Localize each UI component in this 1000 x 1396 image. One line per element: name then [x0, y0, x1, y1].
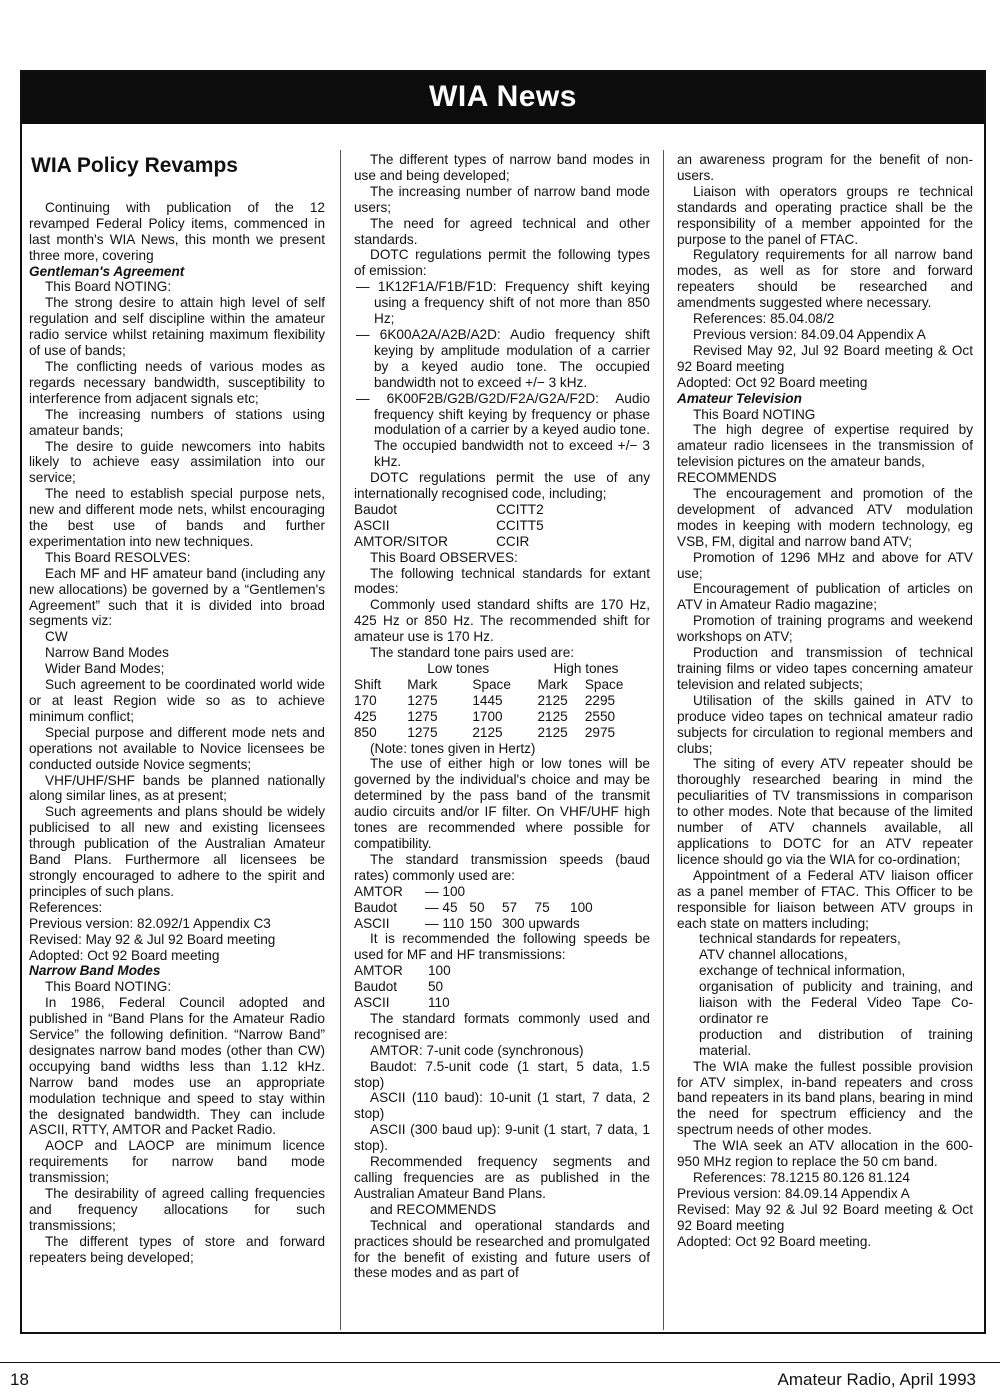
paragraph: Recommended frequency segments and calling frequencies are as published in the Australian Amateur Band Plans.	[354, 1154, 650, 1201]
section-title: WIA News	[429, 80, 577, 113]
paragraph: The need to establish special purpose nets, new and different mode nets, whilst encouraging the best use of bands and further experimentation into new techniques.	[29, 486, 325, 549]
paragraph: Each MF and HF amateur band (including any new allocations) be governed by a “Gentlemen's Agreement” such that it is divided into broad segments viz:	[29, 565, 325, 629]
table-cell: ASCII	[354, 517, 390, 533]
table-cell: 2125	[537, 724, 568, 740]
references: References:	[29, 899, 103, 915]
mf-speeds-table	[354, 963, 650, 1011]
table-cell: AMTOR	[354, 883, 403, 899]
table-cell: 1700	[472, 708, 503, 724]
table-cell: 100	[428, 963, 451, 979]
table-cell: High tones	[553, 661, 619, 676]
table-cell: Baudot	[354, 501, 398, 517]
paragraph: Appointment of a Federal ATV liaison officer as a panel member of FTAC. This Officer to be responsible for liaison between ATV groups in each state on matters including;	[677, 867, 973, 931]
emission-item: — 6K00F2B/G2B/G2D/F2A/G2A/F2D: Audio frequency shift keying by frequency or phase modulation of a carrier by a keyed audio tone. The occupied bandwidth not to exceed +/− 3 kHz.	[356, 390, 650, 470]
table-cell: 50	[469, 899, 485, 915]
table-cell: — 100	[425, 883, 466, 899]
paragraph: The increasing numbers of stations using amateur bands;	[29, 406, 325, 438]
table-cell: 300 upwards	[501, 915, 580, 931]
table-cell: ASCII	[354, 995, 390, 1011]
list-item: Narrow Band Modes	[45, 645, 169, 661]
paragraph: The use of either high or low tones will be governed by the individual's choice and may be determined by the pass band of the transmit audio circuits and/or IF filter. On VHF/UHF high tones are recommended where possible for compatibility.	[354, 756, 650, 851]
table-note: (Note: tones given in Hertz)	[370, 740, 536, 756]
column-3	[677, 152, 973, 1332]
paragraph: Encouragement of publication of articles on ATV in Amateur Radio magazine;	[677, 581, 973, 613]
table-cell: Baudot	[354, 979, 398, 995]
table-cell: 57	[501, 899, 518, 915]
paragraph: Such agreements and plans should be widely publicised to all new and existing licensees through publication of the Australian Amateur Band Plans. Furthermore all licensees be strongly encouraged to adhere to the spirit and principles of such plans.	[29, 804, 325, 899]
table-cell	[535, 884, 571, 900]
table-row	[354, 916, 650, 932]
table-cell: 2125	[472, 724, 503, 740]
list-item: ATV channel allocations,	[699, 947, 848, 963]
previous-version: Previous version: 84.09.14 Appendix A	[677, 1185, 910, 1201]
paragraph: The different types of narrow band modes in use and being developed;	[354, 152, 650, 183]
paragraph: The increasing number of narrow band mode users;	[354, 183, 650, 215]
column-1	[29, 152, 325, 1332]
list-item: technical standards for repeaters,	[699, 931, 901, 947]
table-cell: AMTOR/SITOR	[354, 533, 448, 549]
paragraph: Baudot: 7.5-unit code (1 start, 5 data, 1.5 stop)	[354, 1058, 650, 1090]
table-cell: — 110	[425, 915, 465, 931]
paragraph: Promotion of training programs and weekend workshops on ATV;	[677, 613, 973, 645]
list-item: exchange of technical information,	[699, 963, 906, 979]
paragraph: DOTC regulations permit the use of any internationally recognised code, including;	[354, 470, 650, 502]
table-cell: 2125	[537, 692, 568, 708]
table-row	[354, 900, 650, 916]
table-row	[354, 534, 650, 550]
list-item: Wider Band Modes;	[45, 661, 165, 677]
previous-version: Previous version: 84.09.04 Appendix A	[693, 326, 926, 342]
paragraph: This Board NOTING	[693, 406, 816, 422]
adopted: Adopted: Oct 92 Board meeting	[677, 374, 868, 390]
paragraph: Continuing with publication of the 12 revamped Federal Policy items, commenced in last month's WIA News, this month we present three more, covering	[29, 199, 325, 263]
footer-rule	[0, 1362, 1000, 1363]
adopted: Adopted: Oct 92 Board meeting.	[677, 1233, 872, 1249]
paragraph: This Board NOTING:	[45, 979, 172, 995]
table-cell: 110	[428, 995, 450, 1011]
list-item: organisation of publicity and training, and liaison with the Federal Video Tape Co-ordinator re	[699, 979, 973, 1026]
table-header-cell: Mark	[537, 676, 568, 692]
table-row	[354, 693, 650, 709]
table-row	[354, 963, 650, 979]
list-item: CW	[45, 629, 68, 645]
table-cell: 150	[469, 915, 493, 931]
paragraph: In 1986, Federal Council adopted and published in “Band Plans for the Amateur Radio Service” the following definition. “Narrow Band” designates narrow band modes (other than CW) occupying band widths less than 1.12 kHz. Narrow band modes use an appropriate modulation technique and speed to stay within the designated bandwidth. They can include ASCII, RTTY, AMTOR and Packet Radio.	[29, 995, 325, 1138]
table-cell: Baudot	[354, 899, 398, 915]
table-header-cell: Shift	[354, 676, 382, 692]
previous-version: Previous version: 82.092/1 Appendix C3	[29, 915, 271, 931]
table-cell: — 45	[425, 899, 458, 915]
paragraph: AMTOR: 7-unit code (synchronous)	[370, 1042, 584, 1058]
subheading: Gentleman's Agreement	[29, 263, 185, 279]
paragraph: The WIA make the fullest possible provision for ATV simplex, in-band repeaters and cross band repeaters in its band plans, bearing in mind the need for spectrum efficiency and the spectrum needs of other modes.	[677, 1058, 973, 1138]
paragraph: The desirability of agreed calling frequencies and frequency allocations for such transmissions;	[29, 1186, 325, 1233]
paragraph: ASCII (110 baud): 10-unit (1 start, 7 data, 2 stop)	[354, 1090, 650, 1122]
references: References: 85.04.08/2	[693, 311, 835, 327]
column-divider	[663, 150, 664, 1330]
paragraph: Promotion of 1296 MHz and above for ATV use;	[677, 549, 973, 581]
paragraph: This Board RESOLVES:	[45, 549, 191, 565]
column-divider	[340, 150, 341, 1330]
paragraph: The need for agreed technical and other standards.	[354, 215, 650, 247]
table-cell: 2975	[584, 724, 616, 740]
paragraph: The strong desire to attain high level of self regulation and self discipline within the amateur radio service whilst retaining maximum flexibility of use of bands;	[29, 295, 325, 359]
table-cell: 2125	[537, 708, 568, 724]
paragraph: DOTC regulations permit the following types of emission:	[354, 247, 650, 279]
adopted: Adopted: Oct 92 Board meeting	[29, 947, 220, 963]
paragraph: The conflicting needs of various modes as regards necessary bandwidth, susceptibility to interference from adjacent signals etc;	[29, 358, 325, 406]
paragraph: RECOMMENDS	[677, 470, 777, 486]
paragraph: Special purpose and different mode nets and operations not available to Novice licensees be conducted outside Novice segments;	[29, 724, 325, 772]
table-cell: CCIR	[496, 533, 530, 549]
table-cell: CCITT5	[496, 517, 544, 533]
paragraph: The desire to guide newcomers into habits likely to achieve easy assimilation into our service;	[29, 438, 325, 486]
paragraph: The standard formats commonly used and recognised are:	[354, 1010, 650, 1042]
emission-item: — 1K12F1A/F1B/F1D: Frequency shift keying using a frequency shift of not more than 850 Hz;	[356, 279, 650, 327]
column-2	[354, 152, 650, 1332]
table-header-cell: Mark	[407, 676, 438, 692]
table-cell: 1445	[472, 692, 503, 708]
table-cell: 2295	[584, 692, 616, 708]
table-cell	[502, 884, 535, 900]
table-cell: 50	[428, 979, 444, 995]
table-header	[354, 677, 650, 693]
paragraph: The siting of every ATV repeater should be thoroughly researched bearing in mind the peculiarities of TV transmissions in comparison to other modes. Note that because of the limited number of ATV channels available, all applications to DOTC for an ATV repeater licence should go via the WIA for co-ordination;	[677, 756, 973, 867]
paragraph: and RECOMMENDS	[370, 1201, 497, 1217]
table-cell	[469, 884, 502, 900]
table-header-cell: Space	[584, 676, 624, 692]
paragraph: Commonly used standard shifts are 170 Hz, 425 Hz or 850 Hz. The recommended shift for amateur use is 170 Hz.	[354, 597, 650, 645]
table-cell: AMTOR	[354, 963, 403, 979]
paragraph: Utilisation of the skills gained in ATV to produce video tapes on technical amateur radio subjects for circulation to regional members and clubs;	[677, 692, 973, 756]
revised: Revised May 92, Jul 92 Board meeting & Oct 92 Board meeting	[677, 342, 973, 374]
table-row	[354, 979, 650, 995]
paragraph: The standard transmission speeds (baud rates) commonly used are:	[354, 851, 650, 883]
subheading: Narrow Band Modes	[29, 963, 161, 979]
table-header-cell: Space	[472, 676, 511, 692]
page-number: 18	[10, 1370, 29, 1389]
revised: Revised: May 92 & Jul 92 Board meeting	[29, 931, 276, 947]
table-cell: 850	[354, 724, 377, 740]
table-cell: 1275	[407, 692, 438, 708]
paragraph: ASCII (300 baud up): 9-unit (1 start, 7 data, 1 stop).	[354, 1122, 650, 1154]
paragraph: Technical and operational standards and practices should be researched and promulgated for the benefit of existing and future users of these modes and as part of	[354, 1217, 650, 1281]
table-cell: CCITT2	[496, 501, 544, 517]
table-row	[354, 995, 650, 1011]
table-cell: 1275	[407, 708, 438, 724]
table-cell: Low tones	[427, 661, 490, 676]
paragraph: The encouragement and promotion of the development of advanced ATV modulation modes in keeping with modern technology, eg VSB, FM, digital and narrow band ATV;	[677, 486, 973, 549]
paragraph: Production and transmission of technical training films or video tapes concerning amateur television and related subjects;	[677, 645, 973, 692]
emission-item: — 6K00A2A/A2B/A2D: Audio frequency shift keying by amplitude modulation of a carrier by a keyed audio tone. The occupied bandwidth not to exceed +/− 3 kHz.	[356, 326, 650, 390]
table-row	[354, 884, 650, 900]
paragraph: This Board NOTING:	[45, 279, 172, 295]
paragraph: This Board OBSERVES:	[370, 549, 518, 565]
speeds-table	[354, 884, 650, 932]
list-item: production and distribution of training material.	[699, 1026, 973, 1058]
table-cell: 170	[354, 692, 377, 708]
subheading: Amateur Television	[677, 390, 802, 406]
table-cell: 100	[570, 899, 593, 915]
references: References: 78.1215 80.126 81.124	[693, 1170, 910, 1185]
table-row	[354, 725, 650, 741]
paragraph: Such agreement to be coordinated world wide or at least Region wide so as to achieve minimum conflict;	[29, 677, 325, 724]
section-banner	[22, 72, 984, 124]
tone-table	[354, 661, 650, 741]
table-cell: 2550	[584, 708, 616, 724]
table-cell	[570, 884, 650, 900]
paragraph: Regulatory requirements for all narrow band modes, as well as for store and forward repeaters should be researched and amendments suggested where necessary.	[677, 247, 973, 311]
table-row	[354, 709, 650, 725]
table-cell: 1275	[407, 724, 438, 740]
paragraph: an awareness program for the benefit of non-users.	[677, 152, 973, 183]
revised: Revised: May 92 & Jul 92 Board meeting & Oct 92 Board meeting	[677, 1201, 973, 1233]
magazine-issue: Amateur Radio, April 1993	[777, 1370, 976, 1389]
codes-table	[354, 502, 650, 550]
table-row	[354, 518, 650, 534]
paragraph: The different types of store and forward repeaters being developed;	[29, 1233, 325, 1265]
article-headline: WIA Policy Revamps	[31, 154, 238, 177]
table-cell: 75	[534, 899, 550, 915]
paragraph: The standard tone pairs used are:	[370, 645, 575, 661]
paragraph: The high degree of expertise required by amateur radio licensees in the transmission of television pictures on the amateur bands,	[677, 422, 973, 470]
paragraph: VHF/UHF/SHF bands be planned nationally along similar lines, as at present;	[29, 772, 325, 804]
paragraph: AOCP and LAOCP are minimum licence requirements for narrow band mode transmission;	[29, 1138, 325, 1186]
paragraph: The following technical standards for extant modes:	[354, 565, 650, 597]
paragraph: The WIA seek an ATV allocation in the 600-950 MHz region to replace the 50 cm band.	[677, 1138, 973, 1170]
paragraph: It is recommended the following speeds be used for MF and HF transmissions:	[354, 931, 650, 963]
table-cell: ASCII	[354, 915, 390, 931]
table-group-header	[354, 661, 650, 677]
paragraph: Liaison with operators groups re technical standards and operating practice shall be the responsibility of a member appointed for the purpose to the panel of FTAC.	[677, 183, 973, 247]
table-cell: 425	[354, 708, 377, 724]
table-row	[354, 502, 650, 518]
